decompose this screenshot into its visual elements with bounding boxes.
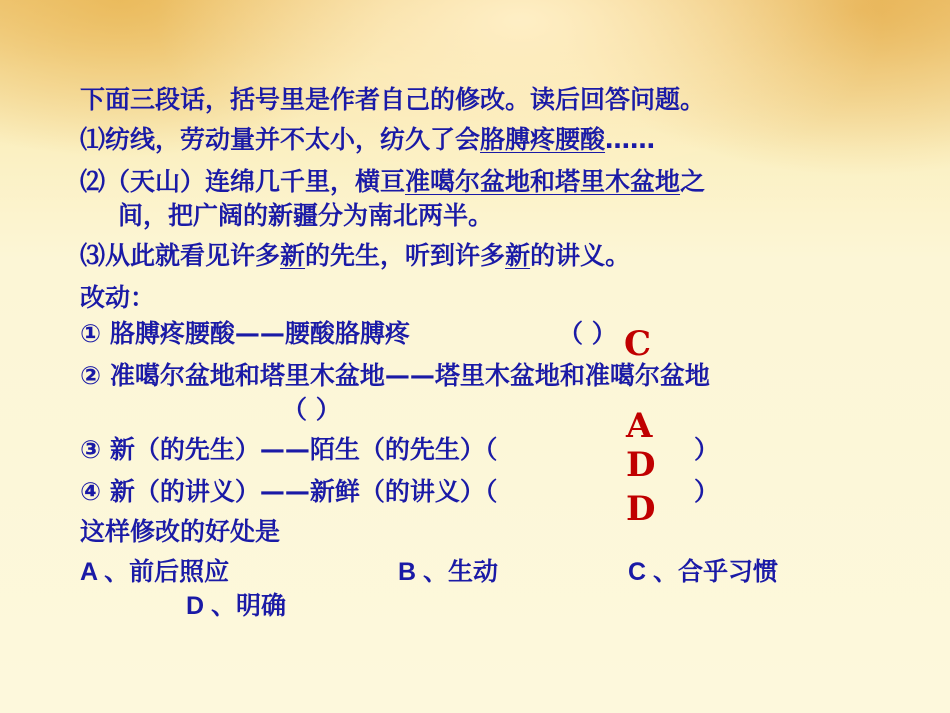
sentence-2-post: 之	[680, 167, 706, 196]
change-4-bracket-close: ）	[694, 477, 720, 506]
sentence-1-num: ⑴	[80, 125, 106, 154]
change-2: ② 准噶尔盆地和塔里木盆地——塔里木盆地和准噶尔盆地	[80, 361, 710, 390]
sentence-3-underlined-2: 新	[505, 241, 531, 270]
answer-3: D	[626, 445, 656, 485]
change-1: ① 胳膊疼腰酸——腰酸胳膊疼	[80, 319, 410, 348]
intro-text: 下面三段话，括号里是作者自己的修改。读后回答问题。	[80, 85, 706, 114]
question-text: 这样修改的好处是	[80, 517, 281, 546]
sentence-1	[80, 124, 655, 156]
answer-2: A	[626, 406, 653, 446]
sentence-2-pre: （天山）连绵几千里，横亘	[105, 167, 406, 196]
sentence-2-continued: 间，把广阔的新疆分为南北两半。	[118, 201, 494, 230]
sentence-3-underlined-1: 新	[280, 241, 306, 270]
option-c: C 、合乎习惯	[628, 558, 779, 586]
sentence-2	[80, 166, 705, 198]
sentence-3	[80, 240, 630, 272]
sentence-3-pre: 从此就看见许多	[105, 241, 281, 270]
change-3: ③ 新（的先生）——陌生（的先生）（	[80, 435, 498, 464]
changes-label: 改动：	[80, 283, 156, 312]
sentence-1-underlined: 胳膊疼腰酸	[480, 125, 606, 154]
change-1-brackets: （ ）	[558, 319, 617, 348]
change-3-bracket-close: ）	[694, 435, 720, 464]
sentence-3-mid: 的先生，听到许多	[305, 241, 506, 270]
change-4: ④ 新（的讲义）——新鲜（的讲义）（	[80, 477, 498, 506]
option-a: A 、前后照应	[80, 558, 230, 586]
answer-1: C	[624, 324, 652, 364]
sentence-3-num: ⑶	[80, 241, 106, 270]
change-2-brackets: （ ）	[282, 395, 341, 424]
sentence-3-post: 的讲义。	[530, 241, 631, 270]
sentence-2-underlined: 准噶尔盆地和塔里木盆地	[405, 167, 681, 196]
sentence-2-num: ⑵	[80, 167, 106, 196]
sentence-1-post: ……	[605, 125, 656, 154]
sentence-1-pre: 纺线，劳动量并不太小，纺久了会	[105, 125, 481, 154]
option-d: D 、明确	[186, 592, 287, 620]
option-b: B 、生动	[398, 558, 499, 586]
answer-4: D	[626, 489, 656, 529]
